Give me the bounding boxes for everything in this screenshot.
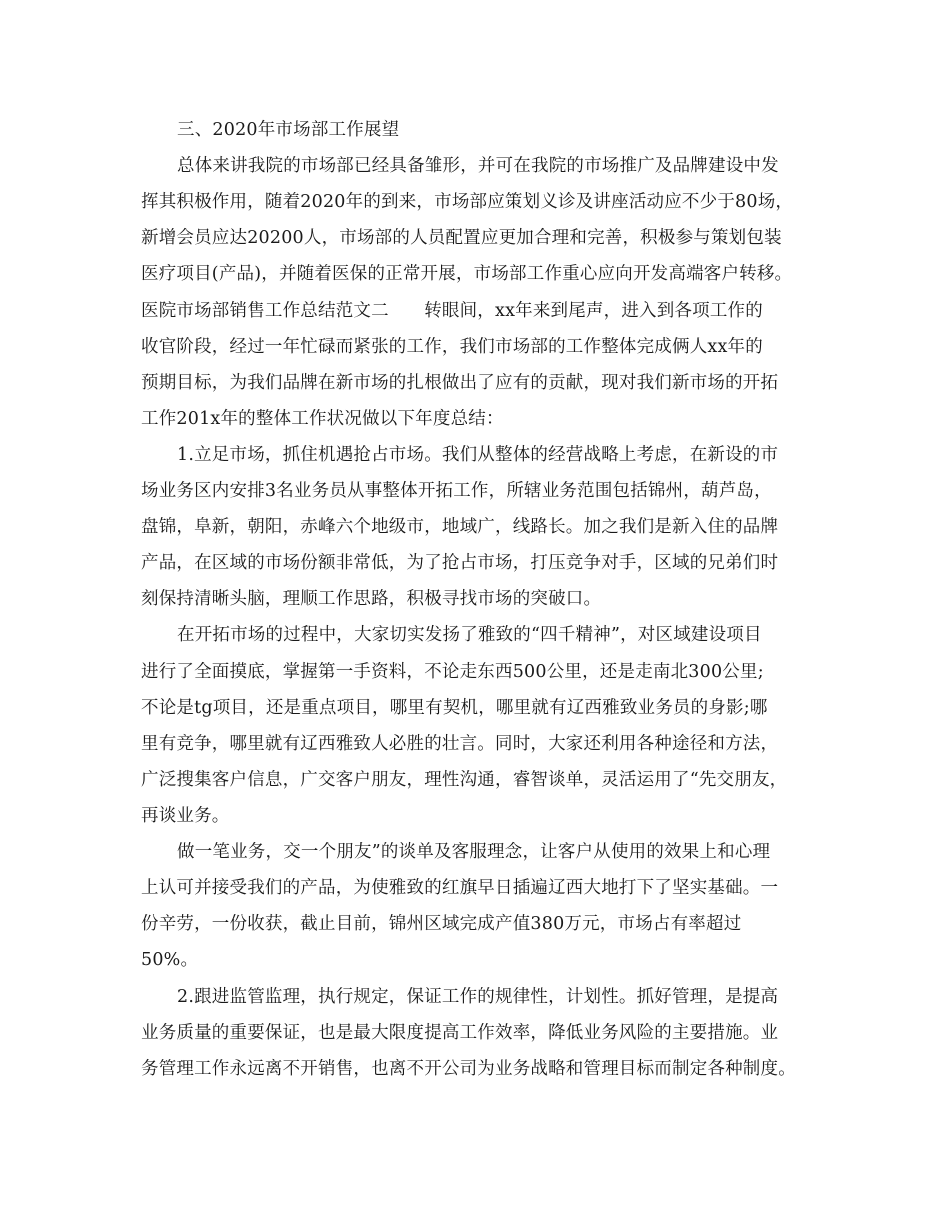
paragraph-line: 广泛搜集客户信息，广交客户朋友，理性沟通，睿智谈单，灵活运用了“先交朋友， bbox=[141, 770, 788, 790]
paragraph-line: 2.跟进监管监理，执行规定，保证工作的规律性，计划性。抓好管理，是提高 bbox=[177, 987, 779, 1007]
paragraph-line: 场业务区内安排3名业务员从事整体开拓工作，所辖业务范围包括锦州，葫芦岛， bbox=[141, 481, 772, 501]
paragraph-line: 刻保持清晰头脑，理顺工作思路，积极寻找市场的突破口。 bbox=[141, 589, 602, 609]
paragraph-line: 总体来讲我院的市场部已经具备雏形，并可在我院的市场推广及品牌建设中发 bbox=[177, 156, 779, 176]
paragraph-line: 工作201x年的整体工作状况做以下年度总结： bbox=[141, 409, 504, 429]
paragraph-line: 新增会员应达20200人，市场部的人员配置应更加合理和完善，积极参与策划包装 bbox=[141, 228, 782, 248]
paragraph-line: 1.立足市场，抓住机遇抢占市场。我们从整体的经营战略上考虑，在新设的市 bbox=[177, 445, 779, 465]
paragraph-line: 50%。 bbox=[141, 950, 199, 970]
paragraph-line: 做一笔业务，交一个朋友”的谈单及客服理念，让客户从使用的效果上和心理 bbox=[177, 842, 771, 862]
paragraph-line: 盘锦，阜新，朝阳，赤峰六个地级市，地域广，线路长。加之我们是新入住的品牌 bbox=[141, 517, 779, 537]
paragraph-line: 挥其积极作用，随着2020年的到来，市场部应策划义诊及讲座活动应不少于80场， bbox=[141, 192, 794, 212]
paragraph-line: 在开拓市场的过程中，大家切实发扬了雅致的“四千精神”，对区域建设项目 bbox=[177, 625, 762, 645]
paragraph-line: 不论是tg项目，还是重点项目，哪里有契机，哪里就有辽西雅致业务员的身影;哪 bbox=[141, 698, 768, 718]
paragraph-line: 收官阶段，经过一年忙碌而紧张的工作，我们市场部的工作整体完成俩人xx年的 bbox=[141, 337, 763, 357]
paragraph-line: 预期目标，为我们品牌在新市场的扎根做出了应有的贡献，现对我们新市场的开拓 bbox=[141, 373, 779, 393]
paragraph-line: 份辛劳，一份收获，截止目前，锦州区域完成产值380万元，市场占有率超过 bbox=[141, 914, 742, 934]
paragraph-line: 产品，在区域的市场份额非常低，为了抢占市场，打压竞争对手，区域的兄弟们时 bbox=[141, 553, 779, 573]
paragraph-line: 务管理工作永远离不开销售，也离不开公司为业务战略和管理目标而制定各种制度。 bbox=[141, 1059, 796, 1079]
paragraph-line: 业务质量的重要保证，也是最大限度提高工作效率，降低业务风险的主要措施。业 bbox=[141, 1023, 779, 1043]
paragraph-line: 上认可并接受我们的产品，为使雅致的红旗早日插遍辽西大地打下了坚实基础。一 bbox=[141, 878, 779, 898]
paragraph-line: 再谈业务。 bbox=[141, 806, 230, 826]
section-heading: 三、2020年市场部工作展望 bbox=[177, 120, 400, 140]
paragraph-line: 医院市场部销售工作总结范文二 转眼间，xx年来到尾声，进入到各项工作的 bbox=[141, 301, 763, 321]
paragraph-line: 里有竞争，哪里就有辽西雅致人必胜的壮言。同时，大家还利用各种途径和方法， bbox=[141, 734, 779, 754]
paragraph-line: 医疗项目(产品)，并随着医保的正常开展，市场部工作重心应向开发高端客户转移。 bbox=[141, 264, 793, 284]
paragraph-line: 进行了全面摸底，掌握第一手资料，不论走东西500公里，还是走南北300公里; bbox=[141, 662, 764, 682]
